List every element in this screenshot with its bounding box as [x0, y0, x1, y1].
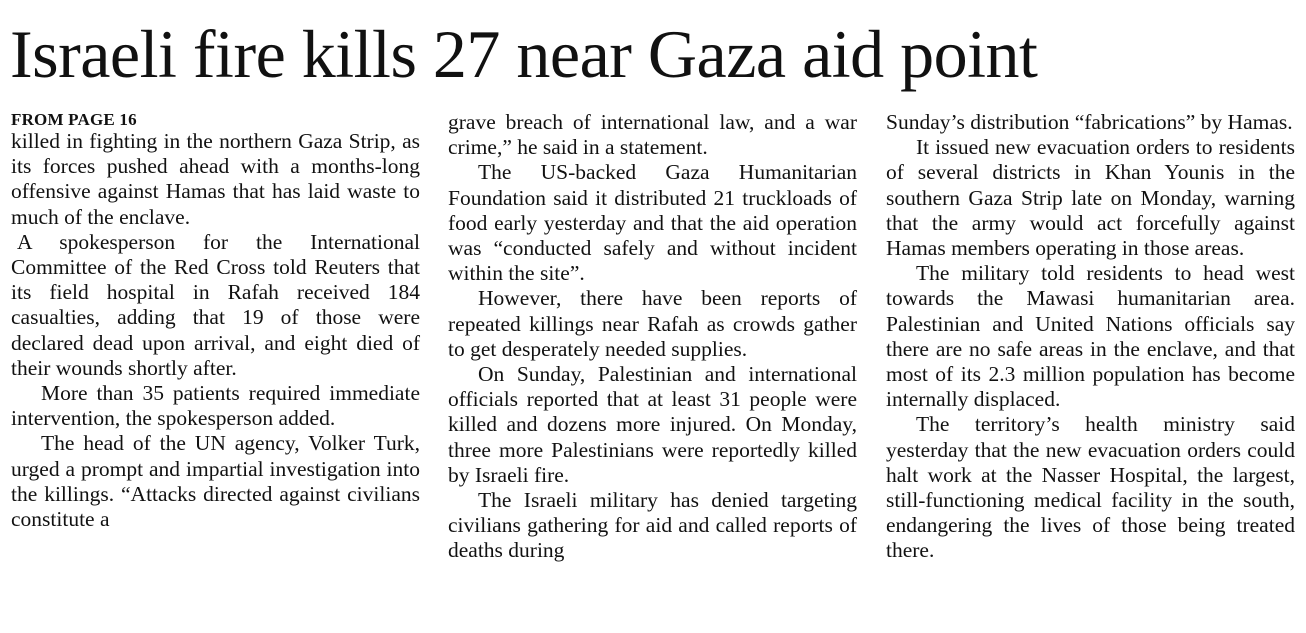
continued-from-kicker: FROM PAGE 16	[11, 110, 137, 129]
paragraph: The US-backed Gaza Humanitarian Foundation said it distributed 21 truckloads of food early yesterday and that the aid operation was “conducted safely and without incident within the site”.	[448, 160, 857, 286]
paragraph: The Israeli military has denied targeting civilians gathering for aid and called reports of deaths during	[448, 488, 857, 563]
paragraph: The head of the UN agency, Volker Turk, urged a prompt and impartial investigation into the killings. “Attacks directed against civilians constitute a	[11, 431, 420, 532]
paragraph: Sunday’s distribution “fabrications” by Hamas.	[886, 110, 1293, 134]
paragraph: The military told residents to head west towards the Mawasi humanitarian area. Palestinian and United Nations officials say there are no safe areas in the enclave, and that most of its 2.3 million population has become internally displaced.	[886, 261, 1295, 412]
article-column-3	[886, 110, 1295, 564]
paragraph: grave breach of international law, and a war crime,” he said in a statement.	[448, 110, 857, 160]
article-column-2	[448, 110, 857, 564]
paragraph: The territory’s health ministry said yesterday that the new evacuation orders could halt work at the Nasser Hospital, the largest, still-functioning medical facility in the south, endangering the lives of those being treated there.	[886, 412, 1295, 563]
paragraph: More than 35 patients required immediate intervention, the spokesperson added.	[11, 381, 420, 431]
paragraph: A spokesperson for the International Committee of the Red Cross told Reuters that its field hospital in Rafah received 184 casualties, adding that 19 of those were declared dead upon arrival, and eight died of their wounds shortly after.	[11, 229, 420, 380]
headline: Israeli fire kills 27 near Gaza aid point	[10, 16, 1038, 92]
paragraph: However, there have been reports of repeated killings near Rafah as crowds gather to get desperately needed supplies.	[448, 286, 857, 361]
article-column-1	[11, 110, 420, 532]
paragraph: killed in fighting in the northern Gaza Strip, as its forces pushed ahead with a months-long offensive against Hamas that has laid waste to much of the enclave.	[11, 129, 420, 229]
paragraph: It issued new evacuation orders to residents of several districts in Khan Younis in the southern Gaza Strip late on Monday, warning that the army would act forcefully against Hamas members operating in those areas.	[886, 135, 1295, 261]
paragraph: On Sunday, Palestinian and international officials reported that at least 31 people were killed and dozens more injured. On Monday, three more Palestinians were reportedly killed by Israeli fire.	[448, 362, 857, 487]
